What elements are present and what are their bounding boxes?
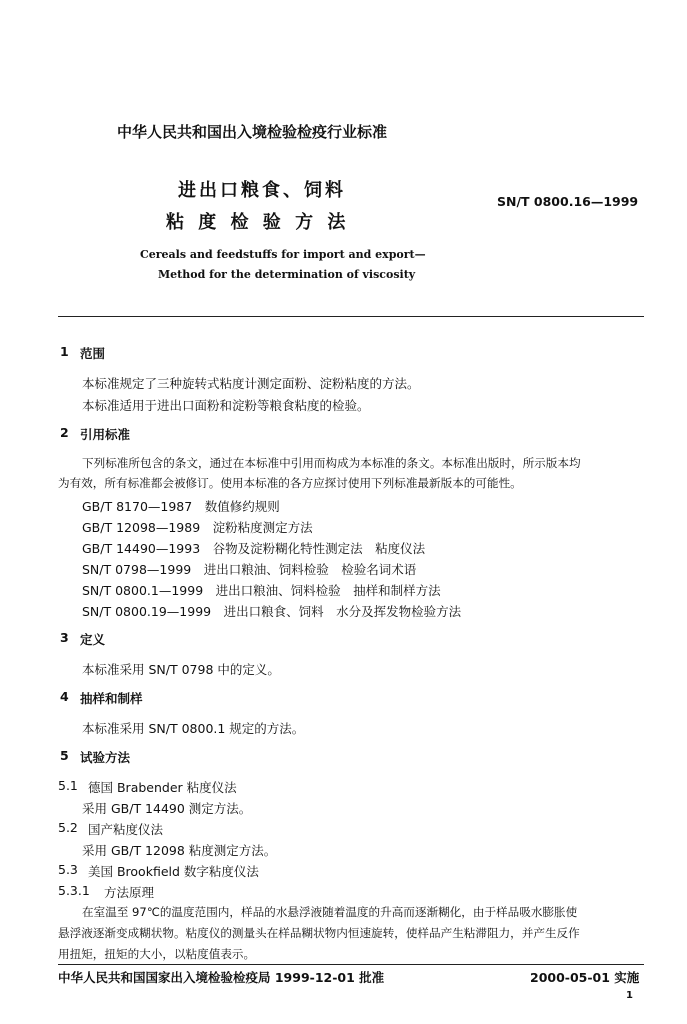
section-5-number: 5 bbox=[60, 748, 69, 763]
effective-date: 2000-05-01 实施 bbox=[530, 970, 640, 985]
section-2-title: 引用标准 bbox=[80, 427, 131, 442]
header-divider bbox=[58, 316, 644, 317]
section-5-1-number: 5.1 bbox=[58, 778, 78, 793]
section-5-title: 试验方法 bbox=[80, 750, 131, 765]
section-5-3-title: 美国 Brookfield 数字粘度仪法 bbox=[88, 864, 259, 879]
section-3-number: 3 bbox=[60, 630, 69, 645]
section-3-title: 定义 bbox=[80, 632, 106, 647]
section-4-number: 4 bbox=[60, 689, 69, 704]
english-title-line-2: Method for the determination of viscosity bbox=[158, 268, 416, 281]
section-5-1-title: 德国 Brabender 粘度仪法 bbox=[88, 780, 237, 795]
section-4-para-1: 本标准采用 SN/T 0800.1 规定的方法。 bbox=[82, 721, 305, 736]
section-3-para-1: 本标准采用 SN/T 0798 中的定义。 bbox=[82, 662, 280, 677]
section-5-3-1-number: 5.3.1 bbox=[58, 883, 90, 898]
section-1-title: 范围 bbox=[80, 346, 106, 361]
section-5-3-number: 5.3 bbox=[58, 862, 78, 877]
section-1-number: 1 bbox=[60, 344, 69, 359]
title-line-1: 进出口粮食、饲料 bbox=[178, 180, 346, 201]
reference-item: SN/T 0798—1999 进出口粮油、饲料检验 检验名词术语 bbox=[82, 562, 417, 577]
reference-item: GB/T 12098—1989 淀粉粘度测定方法 bbox=[82, 520, 313, 535]
footer-divider bbox=[58, 964, 644, 965]
section-5-3-1-para-3: 用扭矩，扭矩的大小，以粘度值表示。 bbox=[58, 947, 256, 961]
section-1-para-2: 本标准适用于进出口面粉和淀粉等粮食粘度的检验。 bbox=[82, 398, 370, 413]
section-5-2-number: 5.2 bbox=[58, 820, 78, 835]
approval-line: 中华人民共和国国家出入境检验检疫局 1999-12-01 批准 bbox=[58, 970, 385, 985]
reference-item: SN/T 0800.1—1999 进出口粮油、饲料检验 抽样和制样方法 bbox=[82, 583, 441, 598]
standard-code: SN/T 0800.16—1999 bbox=[497, 194, 639, 209]
english-title-line-1: Cereals and feedstuffs for import and export— bbox=[140, 248, 426, 261]
reference-item: GB/T 14490—1993 谷物及淀粉糊化特性测定法 粘度仪法 bbox=[82, 541, 426, 556]
section-2-number: 2 bbox=[60, 425, 69, 440]
section-5-3-1-title: 方法原理 bbox=[104, 885, 155, 900]
section-2-para-2: 为有效，所有标准都会被修订。使用本标准的各方应探讨使用下列标准最新版本的可能性。 bbox=[58, 476, 522, 490]
section-5-1-para-1: 采用 GB/T 14490 测定方法。 bbox=[82, 801, 252, 816]
section-2-para-1: 下列标准所包含的条文，通过在本标准中引用而构成为本标准的条文。本标准出版时，所示版本均 bbox=[82, 456, 581, 470]
title-line-2: 粘 度 检 验 方 法 bbox=[166, 212, 350, 233]
reference-item: GB/T 8170—1987 数值修约规则 bbox=[82, 499, 280, 514]
section-5-3-1-para-2: 悬浮液逐渐变成糊状物。粘度仪的测量头在样品糊状物内恒速旋转，使样品产生粘滞阻力，并产生反作 bbox=[58, 926, 580, 940]
section-5-2-title: 国产粘度仪法 bbox=[88, 822, 164, 837]
section-5-3-1-para-1: 在室温至 97℃的温度范围内，样品的水悬浮液随着温度的升高而逐渐糊化，由于样品吸水膨胀使 bbox=[82, 905, 578, 919]
reference-item: SN/T 0800.19—1999 进出口粮食、饲料 水分及挥发物检验方法 bbox=[82, 604, 462, 619]
section-4-title: 抽样和制样 bbox=[80, 691, 143, 706]
issuing-organization: 中华人民共和国出入境检验检疫行业标准 bbox=[117, 123, 388, 141]
section-5-2-para-1: 采用 GB/T 12098 粘度测定方法。 bbox=[82, 843, 277, 858]
section-1-para-1: 本标准规定了三种旋转式粘度计测定面粉、淀粉粘度的方法。 bbox=[82, 376, 420, 391]
page-number: 1 bbox=[626, 990, 633, 1001]
